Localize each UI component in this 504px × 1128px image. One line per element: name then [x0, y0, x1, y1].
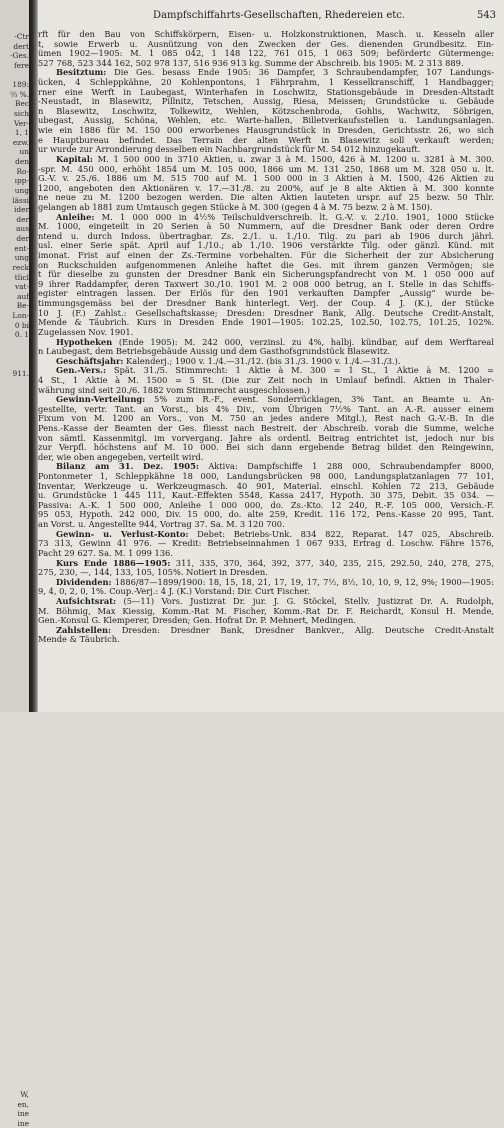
- line-text: Mende & Täubrich. Kurs in Dresden Ende 1901—1905: 102.25, 102.50, 102.75, 101.25, 102%.: [38, 317, 494, 328]
- line-text: 275, 230, —, 144, 133, 105, 105%. Notiert in Dresden.: [38, 567, 268, 578]
- line-text: (Ende 1905): M. 242 000, verzinsl. zu 4%, halbj. kündbar, auf dem Werftareal: [112, 336, 494, 347]
- line-text: timmungsgemäss bei der Dresdner Bank hinterlegt. Verj. der Coup. 4 J. (K.), der Stücke: [38, 298, 494, 309]
- line-text: rner eine Werft in Laubegast, Winterhafen in Loschwitz, Stationsgebäude in Dresden-Altstadt: [38, 86, 494, 97]
- line-text: n Laubegast, dem Betriebsgebäude Aussig und dem Gasthofsgrundstück Blasewitz.: [38, 346, 391, 357]
- text-body: [38, 30, 494, 645]
- line-text: Zugelassen Nov. 1901.: [38, 326, 134, 337]
- line-text: -Neustadt, in Blasewitz, Pillnitz, Tetschen, Aussig, Riesa, Meissen; Grundstücke u. Gebäude: [38, 96, 494, 107]
- margin-fragment: ine: [17, 1119, 29, 1128]
- section-heading: Geschäftsjahr:: [56, 355, 124, 366]
- line-text: t, sowie Erwerb u. Ausnützung von den Zwecken der Ges. dienenden Grundbesitz. Ein-: [38, 38, 494, 49]
- line-text: Die Ges. besass Ende 1905: 36 Dampfer, 3 Schraubendampfer, 107 Landungs-: [106, 67, 494, 78]
- line-text: ur wurde zur Arrondierung desselben ein Nachbargrundstück für M. 54 012 hinzugekauft.: [38, 144, 421, 155]
- line-text: M. 1000, eingeteilt in 20 Serien à 50 Nummern, auf die Dresdner Bank oder deren Ordre: [38, 221, 494, 232]
- margin-fragment: 911.: [12, 368, 29, 378]
- book-page: [38, 0, 504, 712]
- margin-fragment: 1, 1: [14, 128, 29, 138]
- margin-fragment: tlicl: [14, 272, 29, 282]
- margin-fragment: un: [19, 147, 29, 157]
- section-heading: Bilanz am 31. Dez. 1905:: [56, 461, 199, 472]
- margin-fragment: ine: [17, 1109, 29, 1119]
- margin-fragment: ezw.: [12, 137, 29, 147]
- margin-fragment: en,: [17, 1099, 29, 1109]
- line-text: Kalenderj.; 1900 v. 1./4.—31./12. (bis 31./3. 1900 v. 1./4.—31./3.).: [123, 355, 401, 366]
- margin-fragment: ent-: [14, 243, 29, 253]
- margin-fragment: ung: [14, 253, 29, 263]
- line-text: Pens.-Kasse der Beamten der Ges. fliesst nach Bestreit. der Abschreib. vorab die Summe, welche: [38, 422, 494, 433]
- line-text: 1886/87—1899/1900: 18, 15, 18, 21, 17, 19, 17, 7½, 8½, 10, 10, 9, 12, 9%; 1900—1905:: [111, 576, 494, 587]
- line-text: 9 ihrer Raddampfer, deren Taxwert 30./10. 1901 M. 2 008 000 betrug, an I. Stelle in das Schiffs-: [38, 278, 494, 289]
- margin-fragment: sich: [13, 108, 29, 118]
- margin-fragment: ıpp-: [14, 176, 29, 186]
- line-text: Pontonmeter 1, Schleppkähne 18 000, Landungsbrücken 98 000, Landungsplatzanlagen 77 101,: [38, 471, 494, 482]
- margin-fragment: Lon-: [12, 310, 29, 320]
- line-text: wie ein 1886 für M. 150 000 erworbenes Hausgrundstück in Dresden, Gerichtsstr. 26, wo sich: [38, 125, 494, 136]
- margin-fragment: aus: [16, 224, 29, 234]
- margin-fragment: ung: [14, 185, 29, 195]
- line-text: G.-V. v. 25./6. 1886 um M. 515 700 auf M. 1 500 000 in 3 Aktien à M. 1500, 426 Aktien zu: [38, 173, 494, 184]
- text-line: [38, 635, 494, 645]
- margin-fragment: reck: [12, 262, 29, 272]
- line-text: n Blasewitz, Loschwitz, Tolkewitz, Wehlen, Kötzschenbroda, Gohlis, Wachwitz, Söbrigen,: [38, 105, 494, 116]
- line-text: 5% zum R.-F., event. Sonderrücklagen, 3% Tant. an Beamte u. An-: [145, 394, 494, 405]
- section-heading: Gen.-Vers.:: [56, 365, 107, 376]
- margin-fragment: -Ges.: [10, 51, 29, 61]
- margin-fragment: den: [15, 157, 29, 167]
- line-text: Gen.-Konsul G. Klemperer, Dresden; Gen. Hofrat Dr. P. Mehnert, Medingen.: [38, 615, 356, 626]
- line-text: Pacht 29 627. Sa. M. 1 099 136.: [38, 547, 173, 558]
- line-text: M. Böhmig, Max Kiessig, Komm.-Rat M. Fischer, Komm.-Rat Dr. F. Reichardt, Konsul H. Mende,: [38, 605, 494, 616]
- line-text: 311, 335, 370, 364, 392, 377, 340, 235, 215, 292.50, 240, 278, 275,: [170, 557, 494, 568]
- line-text: e Hauptbureau befindet. Das Terrain der alten Werft in Blasewitz soll verkauft werden;: [38, 134, 494, 145]
- line-text: usl. einer Serie spät. April auf 1./10.; ab 1./10. 1906 verstärkte Tilg. oder gänzl. Künd. mit: [38, 240, 494, 251]
- line-text: 1200, angeboten den Aktionären v. 17.—31./8. zu 200%, auf je 8 alte Aktien à M. 300 konnte: [38, 182, 494, 193]
- line-text: 4 St., 1 Aktie à M. 1500 = 5 St. (Die zur Zeit noch in Umlauf befindl. Aktien in Thaler-: [38, 374, 494, 385]
- margin-fragment: vat-: [14, 282, 29, 292]
- line-text: ne neue zu M. 1200 bezogen werden. Die alten Aktien lauteten urspr. auf 25 bezw. 50 Thlr.: [38, 192, 494, 203]
- section-heading: Hypotheken: [56, 336, 113, 347]
- line-text: -spr. M. 450 000, erhöht 1854 um M. 105 000, 1866 um M. 131 250, 1868 um M. 328 050 u. lt.: [38, 163, 494, 174]
- line-text: 95 053, Hypoth. 242 000, Div. 15 000, do. alte 259, Kredit. 116 172, Pens.-Kasse 20 995, Tant.: [38, 509, 494, 520]
- line-text: t für dieselbe zu gunsten der Dresdner Bank ein Sicherungspfandrecht von M. 1 050 000 auf: [38, 269, 494, 280]
- adjacent-page-edge: [0, 0, 30, 1128]
- line-text: Mende & Täubrich.: [38, 634, 120, 645]
- line-text: ümen 1902—1905: M. 1 085 042, 1 148 122, 761 015, 1 063 509; befördertc Gütermenge:: [38, 48, 494, 59]
- section-heading: Kurs Ende 1886—1905:: [56, 557, 171, 568]
- margin-fragment: W,: [20, 1090, 29, 1100]
- line-text: rft für den Bau von Schiffskörpern, Eisen- u. Holzkonstruktionen, Masch. u. Kesseln aller: [38, 29, 494, 39]
- line-text: Debet: Betriebs-Unk. 834 822, Reparat. 147 025, Abschreib.: [188, 528, 494, 539]
- line-text: Passiva: A.-K. 1 500 000, Anleihe 1 000 000, do. Zs.-Kto. 12 240, R.-F. 105 000, Versich.-F.: [38, 499, 494, 510]
- line-text: gestellte, vertr. Tant. an Vorst., bis 4% Div., vom Übrigen 7½% Tant. an A.-R. ausser einem: [38, 403, 494, 414]
- margin-fragment: lässi: [12, 195, 29, 205]
- line-text: an Vorst. u. Angestellte 944, Vortrag 37. Sa. M. 3 120 700.: [38, 519, 285, 530]
- line-text: (5—11) Vors. Justizrat Dr. jur. J. G. Stöckel, Stellv. Justizrat Dr. A. Rudolph,: [116, 595, 494, 606]
- line-text: Fixum von M. 1200 an Vors., von M. 750 an jedes andere Mitgl.), Rest nach G.-V.-B. In die: [38, 413, 494, 424]
- line-text: von sämtl. Kassenmitgl. im vorvergang. Jahre als ordentl. Beitrag entrichtet ist, jedoch nur bis: [38, 432, 494, 443]
- margin-fragment: fere: [13, 60, 29, 70]
- line-text: on Ruckschulden aufgenommenen Anleihe haftet die Ges. mit ihrem ganzen Vermögen; sie: [38, 259, 494, 270]
- margin-fragment: Bec: [15, 99, 29, 109]
- section-heading: Dividenden:: [56, 576, 112, 587]
- margin-fragment: ider: [13, 205, 29, 215]
- line-text: der, wie oben angegeben, verteilt wird.: [38, 451, 204, 462]
- book-gutter: [29, 0, 38, 712]
- section-heading: Gewinn- u. Verlust-Konto:: [56, 528, 189, 539]
- margin-fragment: Be-: [16, 301, 29, 311]
- line-text: 527 768, 523 344 162, 502 978 137, 516 936 913 kg. Summe der Abschreib. bis 1905: M. 2 313 889.: [38, 57, 464, 68]
- section-heading: Gewinn-Verteilung:: [56, 394, 146, 405]
- margin-fragment: Ver-: [13, 118, 29, 128]
- margin-fragment: der: [16, 234, 29, 244]
- line-text: Inventar, Werkzeuge u. Werkzeugmasch. 40 901, Material. einschl. Kohlen 72 213, Gebäude: [38, 480, 494, 491]
- margin-fragment: Ro-: [16, 166, 29, 176]
- line-text: zur Verpfl. höchstens auf M. 10 000. Bei sich dann ergebende Betrag bildet den Reingewinn,: [38, 442, 494, 453]
- running-title: Dampfschiffahrts-Gesellschaften, Rhedereien etc.: [153, 10, 406, 21]
- margin-fragment: dert: [13, 41, 29, 51]
- line-text: M. 1 500 000 in 3710 Aktien, u. zwar 3 à M. 1500, 426 à M. 1200 u. 3281 à M. 300.: [92, 153, 494, 164]
- margin-fragment: 189:: [12, 80, 29, 90]
- line-text: Aktiva: Dampfschiffe 1 288 000, Schraubendampfer 8000,: [198, 461, 494, 472]
- section-heading: Anleihe:: [56, 211, 95, 222]
- line-text: währung sind seit 20./6. 1882 vom Stimmrecht ausgeschlossen.): [38, 384, 311, 395]
- margin-fragment: der: [16, 214, 29, 224]
- line-text: Dresden: Dresdner Bank, Dresdner Bankver., Allg. Deutsche Credit-Anstalt: [111, 624, 494, 635]
- line-text: ubegast, Aussig, Schöna, Wehlen, etc. Warte-hallen, Billetverkaufsstellen u. Landungsanlagen.: [38, 115, 494, 126]
- section-heading: Besitztum:: [56, 67, 107, 78]
- margin-fragment: -Ctr: [14, 32, 29, 41]
- line-text: imonat. Frist auf einen der Zs.-Termine vorbehalten. Für die Sicherheit der zur Absicherung: [38, 250, 494, 261]
- section-heading: Aufsichtsrat:: [56, 595, 117, 606]
- line-text: 10 J. (F.) Zahlst.: Gesellschaftskasse; Dresden: Dresdner Bank, Allg. Deutsche Credit-Anstalt,: [38, 307, 494, 318]
- margin-fragment: auf: [17, 291, 29, 301]
- section-heading: Kapital:: [56, 153, 93, 164]
- margin-fragment: 0 bi: [14, 320, 29, 330]
- line-text: 9, 4, 0, 2, 0, 1%. Coup.-Verj.: 4 J. (K.) Vorstand: Dir. Curt Fischer.: [38, 586, 310, 597]
- line-text: ntend u. durch Indoss. übertragbar. Zs. 2./1. u. 1./10. Tilg. zu pari ab 1906 durch jährl.: [38, 230, 494, 241]
- margin-fragment: ⅔ %.: [10, 89, 29, 99]
- line-text: 73 313, Gewinn 41 976. — Kredit: Betriebseinnahmen 1 067 933, Ertrag d. Loschw. Fähre 1576,: [38, 538, 494, 549]
- line-text: gelangen ab 1881 zum Umtausch gegen Stücke à M. 300 (gegen 4 à M. 75 bezw. 2 à M. 150).: [38, 201, 433, 212]
- line-text: M. 1 000 000 in 4½% Teilschuldverschreib. lt. G.-V. v. 2./10. 1901, 1000 Stücke: [94, 211, 494, 222]
- line-text: ücken, 4 Schleppkähne, 20 Kohlenpontons, 1 Fährprahm, 1 Kesselkranschiff, 1 Handbagger;: [38, 77, 494, 88]
- section-heading: Zahlstellen:: [56, 624, 112, 635]
- page-number: 543: [476, 10, 496, 21]
- line-text: Spät. 31./5. Stimmrecht: 1 Aktie à M. 300 = 1 St., 1 Aktie à M. 1200 =: [106, 365, 494, 376]
- line-text: u. Grundstücke 1 445 111, Kaut.-Effekten 5548, Kassa 2417, Hypoth. 30 375, Debit. 35 034. —: [38, 490, 494, 501]
- margin-fragment: 0. 1: [14, 330, 29, 340]
- line-text: egister eintragen lassen. Der Erlös für den 1901 verkauften Dampfer „Aussig“ wurde be-: [38, 288, 494, 299]
